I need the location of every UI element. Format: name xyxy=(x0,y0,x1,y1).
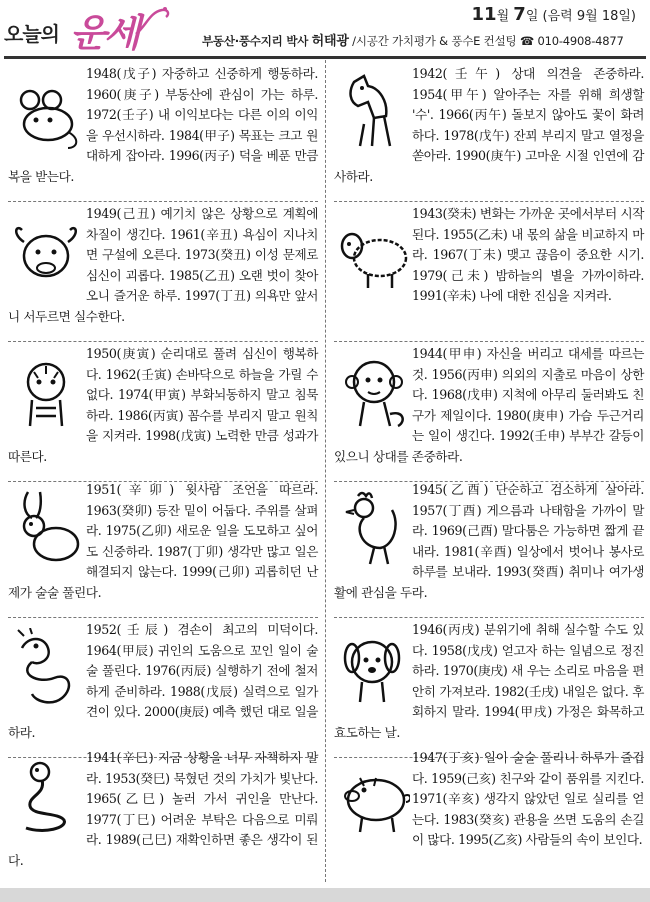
swirl-icon xyxy=(132,4,172,40)
fortune-entry-snake xyxy=(8,746,318,880)
fortune-text: 1951(辛卯) 윗사람 조언을 따르라. 1963(癸卯) 등잔 밑이 어둡다. 주위를 살펴라. 1975(乙卯) 새로운 일을 도모하고 싶어도 신중하라. 1987(丁卯) 생각만 많고 일은 해결되지 않는다. 1999(己卯) 괴롭히던 난제가 술술 풀린다. xyxy=(8,482,318,600)
fortune-text: 1943(癸未) 변화는 가까운 곳에서부터 시작된다. 1955(乙未) 내 몫의 삶을 비교하지 마라. 1967(丁未) 맺고 끊음이 중요한 시기. 1979(己未) 밤하늘의 별을 가까이하라. 1991(辛未) 나에 대한 진심을 지켜라. xyxy=(412,206,644,303)
fortune-entry-sheep xyxy=(334,202,644,336)
fortune-text: 1948(戊子) 자중하고 신중하게 행동하라. 1960(庚子) 부동산에 관심이 가는 하루. 1972(壬子) 내 이익보다는 다른 이의 이익을 우선시하라. 1984(甲子) 목표는 크고 원대하게 잡아라. 1996(丙子) 덕을 베푼 만큼 복을 받는다. xyxy=(8,66,318,184)
issue-date: 11월 7일 (음력 9월 18일) xyxy=(471,4,636,25)
column-logo xyxy=(4,4,172,55)
fortune-entry-rat xyxy=(8,62,318,196)
fortune-text: 1947(丁亥) 일이 술술 풀리니 하루가 즐겁다. 1959(己亥) 친구와 같이 품위를 지킨다. 1971(辛亥) 생각지 않았던 일로 실리를 얻는다. 1983(癸亥) 관용을 쓰면 도움의 손길이 많다. 1995(乙亥) 사람들의 속이 보인다. xyxy=(412,750,644,847)
header xyxy=(0,0,650,55)
logo-small-text: 오늘의 xyxy=(4,22,59,46)
fortune-text: 1944(甲申) 자신을 버리고 대세를 따르는 것. 1956(丙申) 의외의 지출로 마음이 상한다. 1968(戊申) 지척에 아무리 둘러봐도 친구가 제일이다. 1980(庚申) 가슴 두근거리는 일이 생긴다. 1992(壬申) 부부간 갈등이 있으니 상대를 존중하라. xyxy=(334,346,644,464)
fortune-entry-horse xyxy=(334,62,644,196)
fortune-text: 1941(辛巳) 지금 상황을 너무 자책하지 말라. 1953(癸巳) 묵혔던 것의 가치가 빛난다. 1965(乙巳) 놀러 가서 귀인을 만난다. 1977(丁巳) 어려운 부탁은 다음으로 미뤄라. 1989(己巳) 재확인하면 좋은 생각이 된다. xyxy=(8,750,318,868)
fortune-text: 1952(壬辰) 겸손이 최고의 미덕이다. 1964(甲辰) 귀인의 도움으로 꼬인 일이 술술 풀린다. 1976(丙辰) 실행하기 전에 철저하게 준비하라. 1988(戊辰) 실력으로 일가견이 있다. 2000(庚辰) 예측 했던 대로 일을 하라. xyxy=(8,622,318,740)
fortune-entry-ox xyxy=(8,202,318,336)
fortune-text: 1950(庚寅) 순리대로 풀려 심신이 행복하다. 1962(壬寅) 손바닥으로 하늘을 가릴 수 없다. 1974(甲寅) 부화뇌동하지 말고 침묵하라. 1986(丙寅) 꼼수를 부리지 말고 원칙을 지켜라. 1998(戊寅) 노력한 만큼 성과가 따른다. xyxy=(8,346,318,464)
fortune-text: 1942(壬午) 상대 의견을 존중하라. 1954(甲午) 알아주는 자를 위해 희생할 '수'. 1966(丙午) 돌보지 않아도 꽃이 화려하다. 1978(戊午) 잔꾀 부리지 말고 열정을 쏟아라. 1990(庚午) 고마운 시절 인연에 감사하라. xyxy=(334,66,644,184)
fortune-entry-rooster xyxy=(334,478,644,612)
fortune-entry-monkey xyxy=(334,342,644,476)
fortune-entry-rabbit xyxy=(8,478,318,612)
logo-big-text: 운세 xyxy=(70,11,138,55)
fortune-entry-tiger xyxy=(8,342,318,476)
author-byline: 부동산·풍수지리 박사 허태광 /시공간 가치평가 & 풍수E 컨설팅 ☎ 010-4908-4877 xyxy=(202,34,624,49)
fortune-text: 1946(丙戌) 분위기에 취해 실수할 수도 있다. 1958(戊戌) 얻고자 하는 일념으로 정진하라. 1970(庚戌) 새 우는 소리로 마음을 편안히 가져보라. 1982(壬戌) 내일은 없다. 후회하지 말라. 1994(甲戌) 가정은 화목하고 효도하는 날. xyxy=(334,622,644,740)
fortune-entry-dragon xyxy=(8,618,318,752)
fortune-text: 1949(己丑) 예기치 않은 상황으로 계획에 차질이 생긴다. 1961(辛丑) 욕심이 지나치면 구설에 오른다. 1973(癸丑) 이성 문제로 심신이 괴롭다. 1985(乙丑) 오랜 벗이 찾아오니 즐거운 하루. 1997(丁丑) 의욕만 앞서니 서두르면 실수한다. xyxy=(8,206,318,324)
fortune-text: 1945(乙酉) 단순하고 검소하게 살아라. 1957(丁酉) 게으름과 나태함을 가까이 말라. 1969(己酉) 말다툼은 가능하면 짧게 끝내라. 1981(辛酉) 일상에서 벗어나 봉사로 하루를 보내라. 1993(癸酉) 취미나 여가생활에 관심을 두라. xyxy=(334,482,644,600)
fortune-entry-pig xyxy=(334,746,644,880)
top-rule xyxy=(4,56,646,59)
bottom-band xyxy=(0,888,650,902)
fortune-entry-dog xyxy=(334,618,644,752)
column-divider xyxy=(325,60,326,882)
